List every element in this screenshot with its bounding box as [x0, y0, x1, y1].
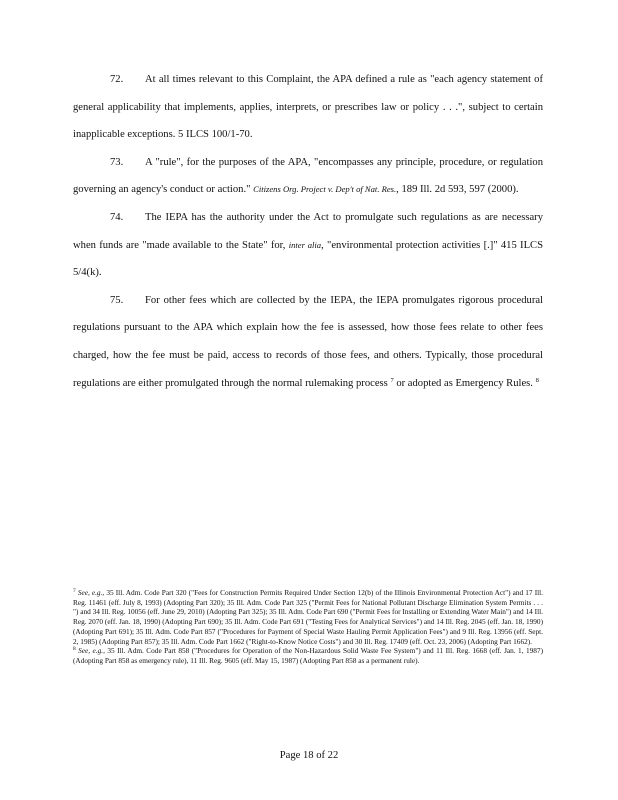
- paragraph-75: [73, 287, 543, 397]
- paragraph-text-tail: , "environmental protection activities [.]" 415 ILCS 5/4(k).: [73, 239, 543, 279]
- paragraph-number: 72.: [110, 74, 124, 85]
- case-citation: Citizens Org. Project v. Dep't of Nat. Res.: [253, 184, 397, 195]
- paragraph-text: A "rule", for the purposes of the APA, "encompasses any principle, procedure, or regulation governing an agency's conduct or action.": [73, 156, 543, 196]
- footnote-mark: 7: [73, 588, 76, 594]
- footnotes-section: [73, 588, 543, 666]
- signal-phrase: See, e.g.,: [77, 588, 105, 597]
- paragraph-number: 73.: [110, 156, 124, 168]
- paragraph-text-middle: or adopted as Emergency Rules.: [393, 377, 533, 389]
- footnote-reference[interactable]: 8: [535, 376, 539, 384]
- footnote-mark: 8: [73, 646, 76, 653]
- footnote-text: 35 Ill. Adm. Code Part 858 ("Procedures for Operation of the Non-Hazardous Solid Waste Fee System") and 11 Ill. Reg. 1668 (eff. Jan. 1, 1987) (Adopting Part 858 as emergency rule), 11 Ill. Reg. 9605 (eff. May 15, 1987) (Adopting Part 858 as a permanent rule).: [73, 646, 543, 665]
- footnote-8: [73, 646, 543, 665]
- paragraph-text: For other fees which are collected by the IEPA, the IEPA promulgates rigorous procedural regulations pursuant to the APA which explain how the fee is assessed, how those fees relate to other fees charged, how the fee must be paid, access to records of those fees, and others. Typically, those procedural regulations are either promulgated through the normal rulemaking process: [73, 294, 543, 389]
- body-text: [73, 66, 543, 397]
- signal-phrase: See, e.g.,: [78, 646, 105, 656]
- footnote-7: [73, 588, 543, 646]
- paragraph-74: [73, 204, 543, 287]
- footnote-text: 35 Ill. Adm. Code Part 320 ("Fees for Construction Permits Required Under Section 12(b) of the Illinois Environmental Protection Act") and 17 Ill. Reg. 11461 (eff. July 8, 1993) (Adopting Part 320); 35 Ill. Adm. Code Part 325 ("Permit Fees for National Pollutant Discharge Elimination System Permits . . . ") and 34 Ill. Reg. 10056 (eff. June 29, 2010) (Adopting Part 325); 35 Ill. Adm. Code Part 690 ("Permit Fees for Installing or Extending Water Main") and 14 Ill. Reg. 2070 (eff. Jan. 18, 1990) (Adopting Part 690); 35 Ill. Adm. Code Part 691 ("Testing Fees for Analytical Services") and 14 Ill. Reg. 2045 (eff. Jan. 18, 1990) (Adopting Part 691); 35 Ill. Adm. Code Part 857 ("Procedures for Payment of Special Waste Hauling Permit Application Fees") and 9 Ill. Reg. 13956 (eff. Sept. 2, 1985) (Adopting Part 857); 35 Ill. Adm. Code Part 1662 ("Right-to-Know Notice Costs") and 30 Ill. Reg. 17409 (eff. Oct. 23, 2006) (Adopting Part 1662).: [73, 588, 543, 646]
- paragraph-73: [73, 149, 543, 204]
- latin-phrase: inter alia: [288, 239, 322, 250]
- paragraph-text-tail: , 189 Ill. 2d 593, 597 (2000).: [396, 184, 519, 196]
- paragraph-number: 75.: [110, 294, 124, 306]
- paragraph-number: 74.: [110, 211, 124, 223]
- paragraph-72: [73, 66, 543, 149]
- page-number: Page 18 of 22: [279, 750, 339, 761]
- paragraph-text: At all times relevant to this Complaint, the APA defined a rule as "each agency statement of general applicability that implements, applies, interprets, or prescribes law or policy . . .", subject to certain inapplicable exceptions. 5 ILCS 100/1-70.: [73, 74, 543, 141]
- paragraph-text: The IEPA has the authority under the Act to promulgate such regulations as are necessary when funds are "made available to the State" for,: [73, 211, 543, 251]
- footnote-reference[interactable]: 7: [390, 376, 394, 384]
